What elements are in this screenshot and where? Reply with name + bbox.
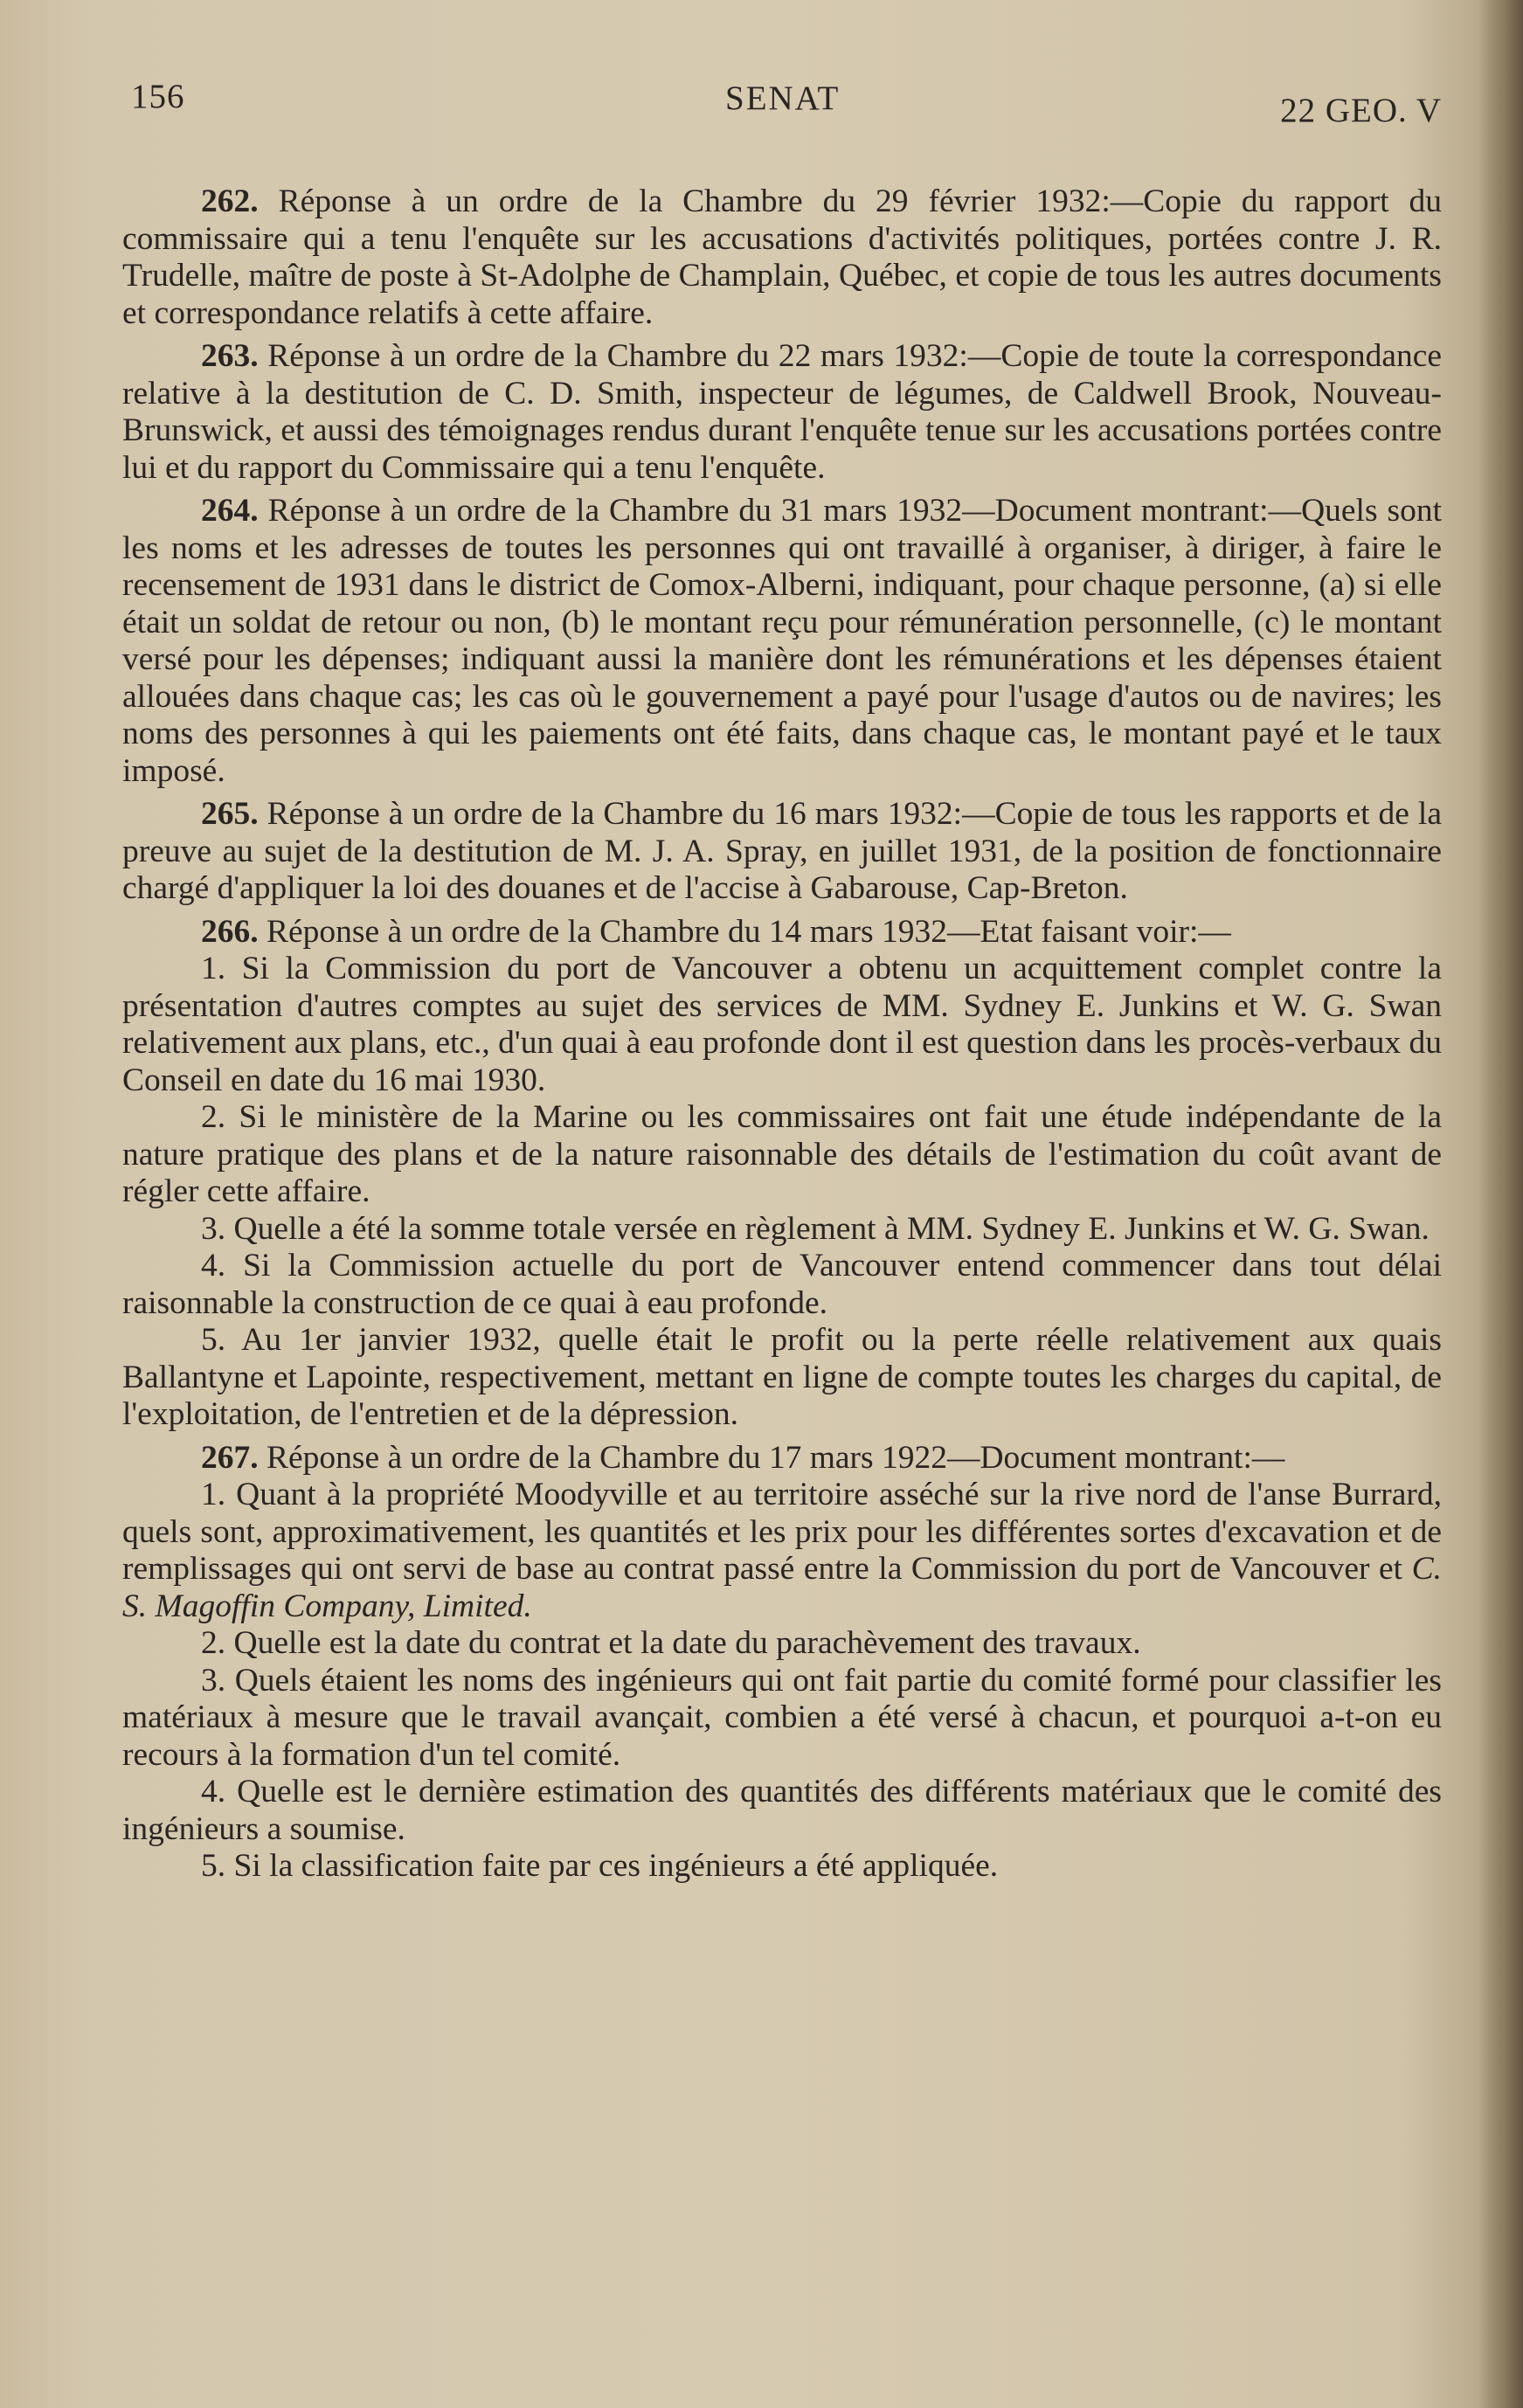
list-item <box>122 1477 1442 1625</box>
entry-text: Réponse à un ordre de la Chambre du 14 mars 1932—Etat faisant voir:— <box>267 913 1231 950</box>
page-header <box>131 72 1442 133</box>
list-item: 3. Quels étaient les noms des ingénieurs qui ont fait partie du comité formé pour classifier les matériaux à mesure que le travail avançait, combien a été versé à chacun, et pourquoi a-t-on eu recours à la formation d'un tel comité. <box>122 1662 1442 1773</box>
list-item-text: 1. Quant à la propriété Moodyville et au territoire asséché sur la rive nord de l'anse Burrard, quels sont, approximativement, les quantités et les prix pour les différentes sortes d'excavation et de remplissages qui ont servi de base au contrat passé entre la Commission du port de Vancouver et <box>122 1477 1442 1587</box>
company-name: C. S. Magoffin Company, Limited. <box>122 1551 1442 1624</box>
entry-paragraph <box>122 338 1442 487</box>
session-label: 22 GEO. V <box>1280 92 1442 129</box>
entry-number: 262. <box>201 183 259 219</box>
list-item: 5. Au 1er janvier 1932, quelle était le profit ou la perte réelle relativement aux quais Ballantyne et Lapointe, respectivement, mettant en ligne de compte toutes les charges du capital, de l'exploitation, de l'entretien et de la dépression. <box>122 1322 1442 1432</box>
entry-paragraph <box>122 183 1442 332</box>
entry-paragraph <box>122 493 1442 790</box>
entry-text: Réponse à un ordre de la Chambre du 17 mars 1922—Document montrant:— <box>267 1439 1285 1476</box>
list-item: 1. Si la Commission du port de Vancouver a obtenu un acquittement complet contre la présentation d'autres comptes au sujet des services de MM. Sydney E. Junkins et W. G. Swan relativement aux plans, etc., d'un quai à eau profonde dont il est question dans les procès-verbaux du Conseil en date du 16 mai 1930. <box>122 951 1442 1098</box>
entry-number: 263. <box>201 338 259 374</box>
list-item: 4. Quelle est le dernière estimation des quantités des différents matériaux que le comité des ingénieurs a soumise. <box>122 1774 1442 1847</box>
list-item: 2. Si le ministère de la Marine ou les commissaires ont fait une étude indépendante de la nature pratique des plans et de la nature raisonnable des détails de l'estimation du coût avant de régler cette affaire. <box>122 1099 1442 1209</box>
entry-263 <box>122 338 1442 487</box>
entry-number: 267. <box>201 1439 259 1476</box>
entry-text: Réponse à un ordre de la Chambre du 29 février 1932:—Copie du rapport du commissaire qui a tenu l'enquête sur les accusations d'activités politiques, portées contre J. R. Trudelle, maître de poste à St-Adolphe de Champlain, Québec, et copie de tous les autres documents et correspondance relatifs à cette affaire. <box>122 183 1442 331</box>
entry-264 <box>122 493 1442 790</box>
entry-number: 266. <box>201 913 259 950</box>
entry-paragraph <box>122 796 1442 908</box>
entry-266 <box>122 914 1442 1434</box>
page-number: 156 <box>131 78 185 115</box>
list-item: 3. Quelle a été la somme totale versée en règlement à MM. Sydney E. Junkins et W. G. Swan. <box>201 1210 1430 1247</box>
list-item: 5. Si la classification faite par ces ingénieurs a été appliquée. <box>201 1848 999 1884</box>
entry-265 <box>122 796 1442 908</box>
entry-text: Réponse à un ordre de la Chambre du 31 mars 1932—Document montrant:—Quels sont les noms et les adresses de toutes les personnes qui ont travaillé à organiser, à diriger, à faire le recensement de 1931 dans le district de Comox-Alberni, indiquant, pour chaque personne, (a) si elle était un soldat de retour ou non, (b) le montant reçu pour rémunération personnelle, (c) le montant versé pour les dépenses; indiquant aussi la manière dont les rémunérations et les dépenses étaient allouées dans chaque cas; les cas où le gouvernement a payé pour l'usage d'autos ou de navires; les noms des personnes à qui les paiements ont été faits, dans chaque cas, le montant payé et le taux imposé. <box>122 493 1443 789</box>
entry-267 <box>122 1440 1442 1886</box>
list-item: 2. Quelle est la date du contrat et la date du parachèvement des travaux. <box>201 1625 1141 1661</box>
list-item: 4. Si la Commission actuelle du port de Vancouver entend commencer dans tout délai raisonnable la construction de ce quai à eau profonde. <box>122 1248 1442 1321</box>
document-body <box>122 183 1442 1892</box>
page-edge-shadow <box>1478 0 1523 2408</box>
entry-number: 264. <box>201 493 259 529</box>
page-title: SENAT <box>725 80 841 117</box>
entry-paragraph <box>122 914 1442 951</box>
entry-number: 265. <box>201 796 259 832</box>
entry-text: Réponse à un ordre de la Chambre du 16 mars 1932:—Copie de tous les rapports et de la preuve au sujet de la destitution de M. J. A. Spray, en juillet 1931, de la position de fonctionnaire chargé d'appliquer la loi des douanes et de l'accise à Gabarouse, Cap-Breton. <box>122 796 1442 906</box>
entry-paragraph <box>122 1440 1442 1477</box>
entry-262 <box>122 183 1442 332</box>
entry-text: Réponse à un ordre de la Chambre du 22 mars 1932:—Copie de toute la correspondance relative à la destitution de C. D. Smith, inspecteur de légumes, de Caldwell Brook, Nouveau-Brunswick, et aussi des témoignages rendus durant l'enquête tenue sur les accusations portées contre lui et du rapport du Commissaire qui a tenu l'enquête. <box>122 338 1443 486</box>
